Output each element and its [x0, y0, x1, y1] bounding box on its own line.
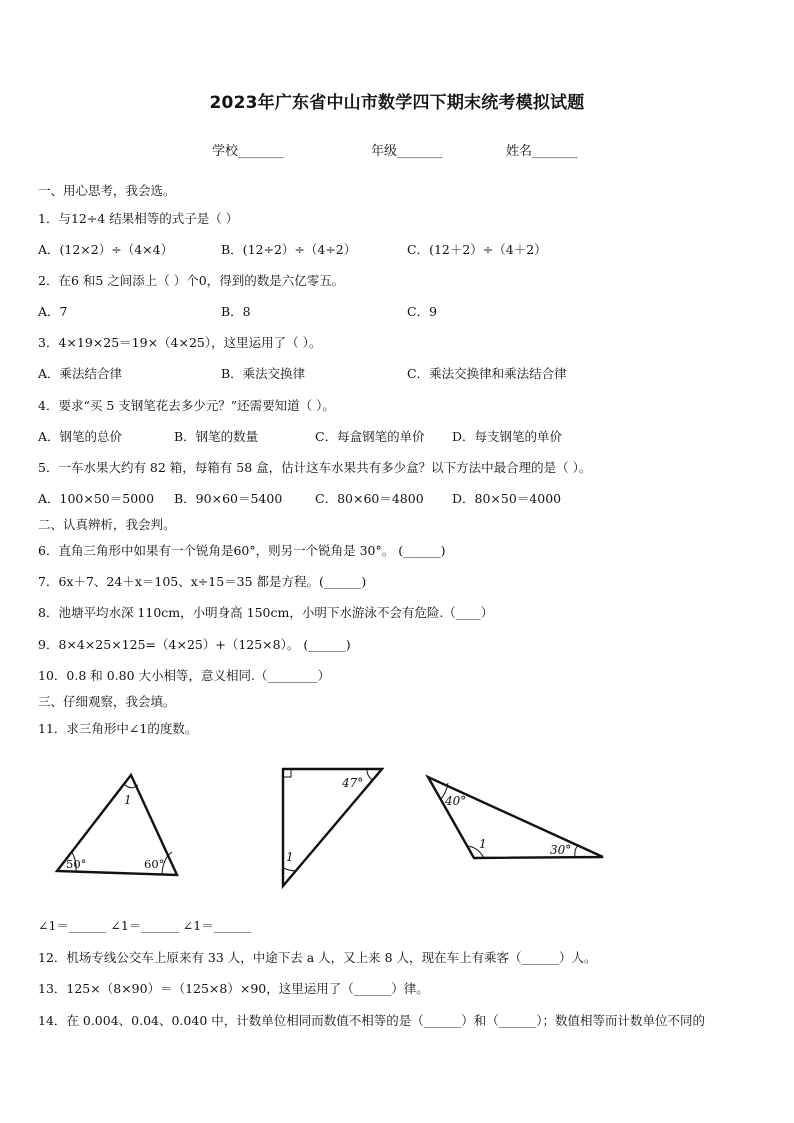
- q11-answers[interactable]: ∠1＝______ ∠1＝______ ∠1＝______: [38, 918, 252, 933]
- q4-option-a[interactable]: A．钢笔的总价: [38, 429, 123, 444]
- t1-angle-right: 60°: [144, 857, 165, 871]
- question-2: 2．在6 和5 之间添上（ ）个0，得到的数是六亿零五。: [38, 273, 345, 288]
- t3-angle-mid: 1: [479, 837, 487, 851]
- section-heading-3: 三、仔细观察，我会填。: [38, 694, 176, 709]
- question-5: 5．一车水果大约有 82 箱，每箱有 58 盒，估计这车水果共有多少盒？以下方法中最合理的是（ ）。: [38, 460, 592, 475]
- question-8: 8．池塘平均水深 110cm，小明身高 150cm，小明下水游泳不会有危险.（____）: [38, 605, 494, 620]
- school-field[interactable]: 学校_______: [212, 144, 284, 159]
- q1-option-b[interactable]: B．(12÷2）÷（4÷2）: [221, 242, 357, 257]
- q2-option-b[interactable]: B．8: [221, 304, 251, 319]
- t2-angle-bottom: 1: [286, 850, 294, 864]
- question-9: 9．8×4×25×125=（4×25）+（125×8）。 (______): [38, 637, 351, 652]
- t1-angle-top: 1: [124, 793, 132, 807]
- q4-option-c[interactable]: C．每盒钢笔的单价: [315, 429, 425, 444]
- t1-angle-left: 50°: [66, 857, 87, 871]
- q5-option-a[interactable]: A．100×50＝5000: [38, 491, 155, 506]
- q5-option-d[interactable]: D．80×50＝4000: [452, 491, 562, 506]
- question-10: 10．0.8 和 0.80 大小相等，意义相同.（________）: [38, 668, 331, 683]
- q3-option-b[interactable]: B．乘法交换律: [221, 366, 306, 381]
- q5-option-b[interactable]: B．90×60＝5400: [174, 491, 283, 506]
- name-field[interactable]: 姓名_______: [506, 144, 578, 159]
- question-14: 14．在 0.004、0.04、0.040 中，计数单位相同而数值不相等的是（______）和（______）；数值相等而计数单位不同的: [38, 1013, 706, 1028]
- t3-angle-left: 40°: [445, 794, 467, 808]
- question-1: 1．与12÷4 结果相等的式子是（ ）: [38, 211, 239, 226]
- t3-angle-right: 30°: [550, 843, 572, 857]
- triangle-1: [57, 775, 177, 875]
- question-6: 6．直角三角形中如果有一个锐角是60°，则另一个锐角是 30°。 (______): [38, 543, 446, 558]
- q1-option-c[interactable]: C．(12＋2）÷（4＋2）: [407, 242, 547, 257]
- question-7: 7．6x＋7、24＋x＝105、x÷15＝35 都是方程。(______): [38, 574, 367, 589]
- section-heading-2: 二、认真辨析，我会判。: [38, 517, 176, 532]
- q4-option-b[interactable]: B．钢笔的数量: [174, 429, 259, 444]
- question-4: 4．要求“买 5 支钢笔花去多少元？”还需要知道（ ）。: [38, 398, 335, 413]
- question-12: 12．机场专线公交车上原来有 33 人，中途下去 a 人，又上来 8 人，现在车上有乘客（______）人。: [38, 950, 597, 965]
- question-3: 3．4×19×25＝19×（4×25），这里运用了（ ）。: [38, 335, 322, 350]
- grade-field[interactable]: 年级_______: [371, 144, 443, 159]
- triangle-3: [428, 777, 603, 858]
- page-title: 2023年广东省中山市数学四下期末统考模拟试题: [209, 93, 585, 113]
- triangle-2: [283, 769, 382, 886]
- q3-option-a[interactable]: A．乘法结合律: [38, 366, 123, 381]
- question-13: 13．125×（8×90）＝（125×8）×90，这里运用了（______）律。: [38, 981, 429, 996]
- q1-option-a[interactable]: A．(12×2）÷（4×4）: [38, 242, 174, 257]
- q4-option-d[interactable]: D．每支钢笔的单价: [452, 429, 563, 444]
- q5-option-c[interactable]: C．80×60＝4800: [315, 491, 424, 506]
- question-11: 11．求三角形中∠1的度数。: [38, 721, 198, 736]
- section-heading-1: 一、用心思考，我会选。: [38, 183, 176, 198]
- q2-option-c[interactable]: C．9: [407, 304, 438, 319]
- t2-angle-top: 47°: [342, 776, 364, 790]
- q2-option-a[interactable]: A．7: [38, 304, 68, 319]
- q3-option-c[interactable]: C．乘法交换律和乘法结合律: [407, 366, 567, 381]
